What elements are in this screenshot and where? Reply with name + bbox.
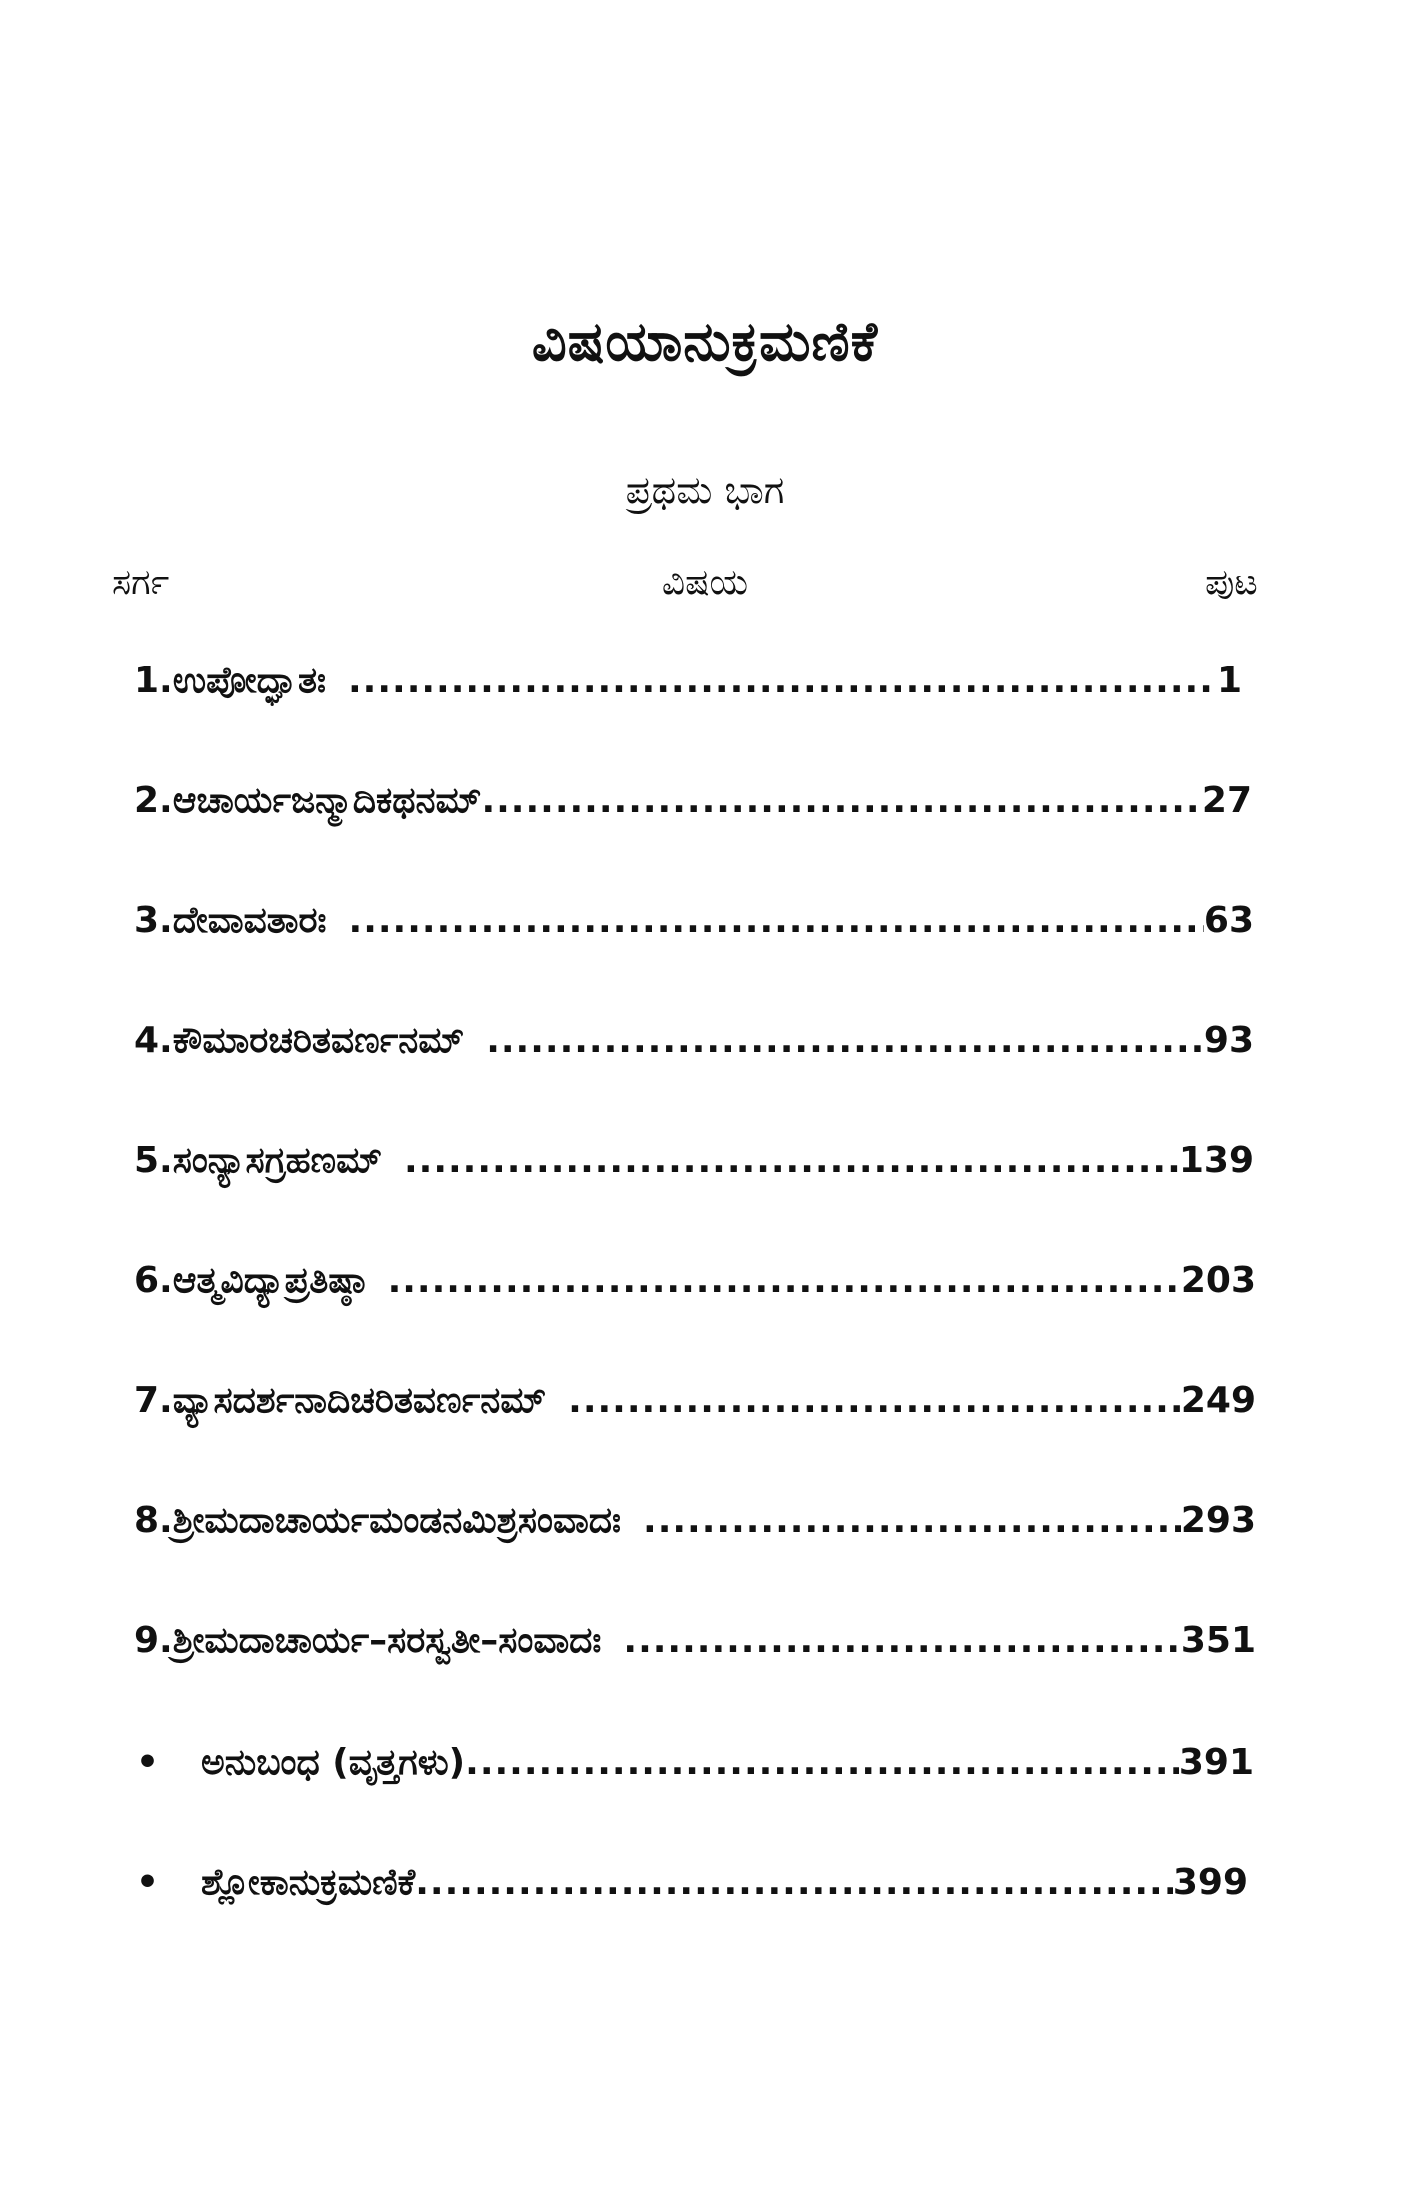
toc-entry-6[interactable]	[134, 1260, 1256, 1302]
entry-number: 4.	[134, 1020, 173, 1061]
part-subtitle: ಪ್ರಥಮ ಭಾಗ	[625, 468, 785, 512]
toc-entry-1[interactable]	[134, 660, 1242, 702]
toc-entry-5[interactable]	[134, 1140, 1254, 1182]
entry-title: ಶ್ರೀಮದಾಚಾರ್ಯಮಂಡನಮಿಶ್ರಸಂವಾದಃ	[172, 1500, 622, 1541]
bullet-marker: •	[136, 1742, 160, 1783]
toc-entry-2[interactable]	[134, 780, 1252, 822]
dot-leader	[465, 1742, 1179, 1783]
column-header-puta: ಪುಟ	[1205, 562, 1258, 603]
dot-leader	[643, 1500, 1181, 1541]
bullet-marker: •	[136, 1862, 160, 1903]
entry-title: ಶ್ರೀಮದಾಚಾರ್ಯ–ಸರಸ್ವತೀ–ಸಂವಾದಃ	[172, 1620, 602, 1661]
appendix-title: ಅನುಬಂಧ (ವೃತ್ತಗಳು)	[201, 1742, 466, 1783]
entry-number: 2.	[134, 780, 173, 821]
entry-title: ಕೌಮಾರಚರಿತವರ್ಣನಮ್	[172, 1020, 465, 1061]
entry-page-number: 203	[1180, 1260, 1256, 1301]
dot-leader	[415, 1862, 1173, 1903]
toc-entry-9[interactable]	[134, 1620, 1256, 1662]
entry-page-number: 63	[1203, 900, 1254, 941]
entry-number: 6.	[134, 1260, 173, 1301]
appendix-page-number: 399	[1172, 1862, 1248, 1903]
entry-number: 1.	[134, 660, 173, 701]
dot-leader	[348, 660, 1217, 701]
dot-leader	[568, 1380, 1181, 1421]
dot-leader	[481, 780, 1201, 821]
entry-page-number: 27	[1201, 780, 1252, 821]
entry-page-number: 93	[1203, 1020, 1254, 1061]
dot-leader	[623, 1620, 1180, 1661]
entry-page-number: 249	[1180, 1380, 1256, 1421]
toc-entry-7[interactable]	[134, 1380, 1256, 1422]
dot-leader	[388, 1260, 1181, 1301]
page-title: ವಿಷಯಾನುಕ್ರಮಣಿಕೆ	[531, 310, 879, 373]
appendix-title: ಶ್ಲೋಕಾನುಕ್ರಮಣಿಕೆ	[201, 1862, 416, 1903]
toc-entry-3[interactable]	[134, 900, 1254, 942]
toc-entry-4[interactable]	[134, 1020, 1254, 1062]
column-header-sarga: ಸರ್ಗ	[112, 562, 170, 603]
entry-page-number: 293	[1180, 1500, 1256, 1541]
entry-number: 8.	[134, 1500, 173, 1541]
entry-title: ವ್ಯಾಸದರ್ಶನಾದಿಚರಿತವರ್ಣನಮ್	[172, 1380, 547, 1421]
dot-leader	[486, 1020, 1204, 1061]
entry-title: ದೇವಾವತಾರಃ	[172, 900, 327, 941]
column-header-vishaya: ವಿಷಯ	[661, 562, 749, 603]
toc-entry-8[interactable]	[134, 1500, 1256, 1542]
entry-page-number: 139	[1178, 1140, 1254, 1181]
dot-leader	[404, 1140, 1179, 1181]
entry-page-number: 351	[1180, 1620, 1256, 1661]
dot-leader	[349, 900, 1204, 941]
appendix-page-number: 391	[1178, 1742, 1254, 1783]
entry-title: ಉಪೋದ್ಘಾತಃ	[172, 660, 326, 701]
entry-title: ಆಚಾರ್ಯಜನ್ಮಾದಿಕಥನಮ್	[172, 780, 482, 821]
entry-number: 7.	[134, 1380, 173, 1421]
entry-number: 5.	[134, 1140, 173, 1181]
entry-title: ಸಂನ್ಯಾಸಗ್ರಹಣಮ್	[172, 1140, 382, 1181]
toc-appendix-1[interactable]	[136, 1742, 1254, 1784]
entry-title: ಆತ್ಮವಿದ್ಯಾಪ್ರತಿಷ್ಠಾ	[172, 1260, 366, 1301]
entry-number: 3.	[134, 900, 173, 941]
entry-page-number: 1	[1216, 660, 1242, 701]
toc-appendix-2[interactable]	[136, 1862, 1248, 1904]
entry-number: 9.	[134, 1620, 173, 1661]
